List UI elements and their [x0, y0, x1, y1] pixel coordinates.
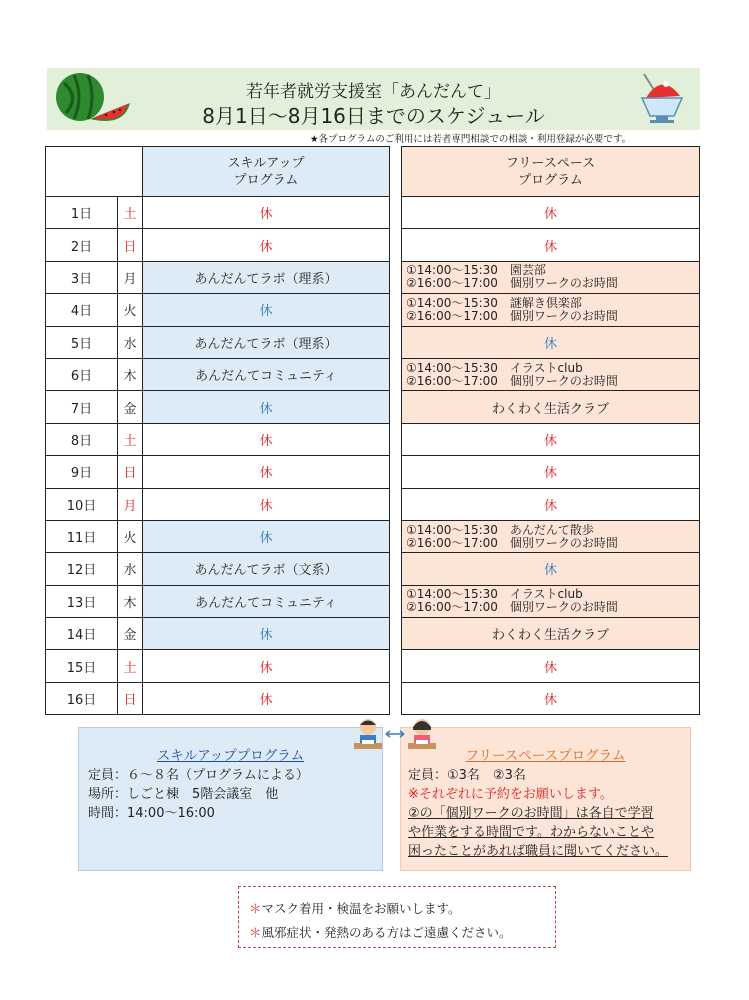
day-cell: 6日 [46, 358, 118, 390]
day-cell: 7日 [46, 391, 118, 423]
table-row [402, 423, 700, 455]
table-row [46, 326, 390, 358]
freespace-slot-2: ②16:00～17:00 個別ワークのお時間 [406, 308, 618, 323]
skillup-program-cell: 休 [143, 391, 390, 423]
skillup-program-cell: 休 [143, 229, 390, 261]
day-cell: 12日 [46, 553, 118, 585]
day-cell: 8日 [46, 423, 118, 455]
skillup-program-cell: 休 [143, 294, 390, 326]
day-cell: 16日 [46, 682, 118, 714]
table-row [402, 456, 700, 488]
day-cell: 13日 [46, 585, 118, 617]
weekday-cell: 火 [118, 294, 143, 326]
asterisk-icon: ＊ [249, 925, 262, 940]
freespace-program-cell: わくわく生活クラブ [402, 391, 700, 423]
freespace-program-cell [402, 358, 700, 390]
freespace-header-row [402, 147, 700, 197]
notice-fever: 風邪症状・発熱のある方はご遠慮ください。 [261, 925, 512, 940]
skillup-program-cell: 休 [143, 456, 390, 488]
freespace-desc-2: や作業をする時間です。わからないことや [408, 825, 654, 840]
page-title-line1: 若年者就労支援室「あんだんて」 [246, 82, 501, 102]
freespace-program-cell: 休 [402, 197, 700, 229]
day-cell: 15日 [46, 650, 118, 682]
freespace-slot-2: ②16:00～17:00 個別ワークのお時間 [406, 600, 618, 615]
weekday-cell: 金 [118, 618, 143, 650]
day-cell: 4日 [46, 294, 118, 326]
freespace-desc-3: 困ったことがあれば職員に聞いてください。 [408, 844, 669, 859]
page-title-line2: 8月1日～8月16日までのスケジュール [202, 104, 545, 128]
freespace-header [402, 147, 700, 197]
table-row [46, 358, 390, 390]
table-row [46, 197, 390, 229]
weekday-cell: 日 [118, 682, 143, 714]
table-row [46, 261, 390, 293]
table-row [402, 520, 700, 552]
skillup-program-cell: あんだんてラボ（理系） [143, 326, 390, 358]
skillup-program-cell: あんだんてコミュニティ [143, 358, 390, 390]
freespace-capacity: 定員：①3名 ②3名 [408, 768, 526, 783]
table-row [46, 553, 390, 585]
freespace-slot-1: ①14:00～15:30 謎解き倶楽部 [406, 295, 582, 310]
table-row [402, 261, 700, 293]
table-row [46, 585, 390, 617]
table-row [46, 423, 390, 455]
weekday-cell: 月 [118, 261, 143, 293]
usage-note: ★各プログラムのご利用には若者専門相談での相談・利用登録が必要です。 [310, 134, 632, 145]
table-row [402, 326, 700, 358]
table-row [402, 682, 700, 714]
freespace-info-box [400, 727, 691, 871]
day-cell: 10日 [46, 488, 118, 520]
health-notice-box [238, 886, 556, 948]
table-row [402, 650, 700, 682]
skillup-schedule-table [45, 146, 390, 715]
skillup-program-cell: あんだんてラボ（理系） [143, 261, 390, 293]
freespace-program-cell [402, 261, 700, 293]
shaved-ice-icon [636, 70, 688, 126]
freespace-program-cell: わくわく生活クラブ [402, 618, 700, 650]
freespace-program-cell [402, 585, 700, 617]
skillup-place: 場所：しごと棟 5階会議室 他 [88, 787, 279, 802]
freespace-desc-1: ②の「個別ワークのお時間」は各自で学習 [408, 806, 654, 821]
freespace-header-line1: フリースペース [505, 155, 596, 171]
table-row [402, 488, 700, 520]
watermelon-icon [54, 71, 132, 127]
skillup-info-title: スキルアッププログラム [156, 748, 305, 764]
weekday-cell: 日 [118, 456, 143, 488]
table-row [402, 391, 700, 423]
corner-cell [46, 147, 143, 197]
skillup-program-cell: あんだんてラボ（文系） [143, 553, 390, 585]
table-row [46, 682, 390, 714]
freespace-program-cell: 休 [402, 488, 700, 520]
day-cell: 2日 [46, 229, 118, 261]
freespace-info-title: フリースペースプログラム [465, 748, 626, 764]
students-illustration-icon [350, 716, 440, 754]
table-row [46, 520, 390, 552]
freespace-program-cell: 休 [402, 456, 700, 488]
freespace-schedule-table [401, 146, 700, 715]
day-cell: 1日 [46, 197, 118, 229]
freespace-slot-1: ①14:00～15:30 イラストclub [406, 360, 583, 375]
weekday-cell: 水 [118, 326, 143, 358]
skillup-program-cell: 休 [143, 520, 390, 552]
day-cell: 3日 [46, 261, 118, 293]
weekday-cell: 木 [118, 358, 143, 390]
table-row [46, 391, 390, 423]
freespace-program-cell: 休 [402, 650, 700, 682]
table-row [46, 650, 390, 682]
table-row [46, 618, 390, 650]
freespace-slot-1: ①14:00～15:30 園芸部 [406, 263, 546, 278]
skillup-header-row [46, 147, 390, 197]
freespace-program-cell: 休 [402, 553, 700, 585]
table-row [46, 456, 390, 488]
table-row [402, 197, 700, 229]
table-row [402, 618, 700, 650]
weekday-cell: 火 [118, 520, 143, 552]
day-cell: 5日 [46, 326, 118, 358]
day-cell: 11日 [46, 520, 118, 552]
skillup-program-cell: 休 [143, 488, 390, 520]
table-row [402, 294, 700, 326]
table-row [402, 229, 700, 261]
skillup-program-cell: 休 [143, 682, 390, 714]
weekday-cell: 月 [118, 488, 143, 520]
table-row [46, 294, 390, 326]
skillup-program-cell: あんだんてコミュニティ [143, 585, 390, 617]
freespace-program-cell: 休 [402, 423, 700, 455]
skillup-info-box [78, 727, 383, 871]
asterisk-icon: ＊ [249, 901, 262, 916]
weekday-cell: 水 [118, 553, 143, 585]
weekday-cell: 土 [118, 423, 143, 455]
table-row [402, 553, 700, 585]
freespace-slot-1: ①14:00～15:30 イラストclub [406, 587, 583, 602]
skillup-header-line2: プログラム [233, 172, 299, 188]
skillup-program-cell: 休 [143, 197, 390, 229]
freespace-program-cell: 休 [402, 682, 700, 714]
weekday-cell: 日 [118, 229, 143, 261]
freespace-program-cell [402, 520, 700, 552]
freespace-slot-2: ②16:00～17:00 個別ワークのお時間 [406, 276, 618, 291]
weekday-cell: 金 [118, 391, 143, 423]
notice-mask: マスク着用・検温をお願いします。 [261, 901, 461, 916]
day-cell: 14日 [46, 618, 118, 650]
weekday-cell: 土 [118, 650, 143, 682]
day-cell: 9日 [46, 456, 118, 488]
weekday-cell: 木 [118, 585, 143, 617]
freespace-slot-1: ①14:00～15:30 あんだんて散歩 [406, 522, 594, 537]
table-row [402, 358, 700, 390]
table-row [46, 229, 390, 261]
skillup-program-cell: 休 [143, 618, 390, 650]
skillup-program-cell: 休 [143, 423, 390, 455]
freespace-header-line2: プログラム [518, 172, 583, 188]
table-row [402, 585, 700, 617]
freespace-program-cell: 休 [402, 229, 700, 261]
header-banner [47, 68, 700, 130]
skillup-program-cell: 休 [143, 650, 390, 682]
freespace-slot-2: ②16:00～17:00 個別ワークのお時間 [406, 535, 618, 550]
freespace-reserve-note: ※それぞれに予約をお願いします。 [408, 787, 613, 802]
weekday-cell: 土 [118, 197, 143, 229]
skillup-header-line1: スキルアップ [227, 155, 305, 171]
freespace-program-cell: 休 [402, 326, 700, 358]
freespace-program-cell [402, 294, 700, 326]
skillup-header [143, 147, 390, 197]
table-row [46, 488, 390, 520]
skillup-time: 時間：14:00～16:00 [88, 806, 215, 821]
freespace-slot-2: ②16:00～17:00 個別ワークのお時間 [406, 373, 618, 388]
skillup-capacity: 定員：６～８名（プログラムによる） [88, 768, 309, 783]
